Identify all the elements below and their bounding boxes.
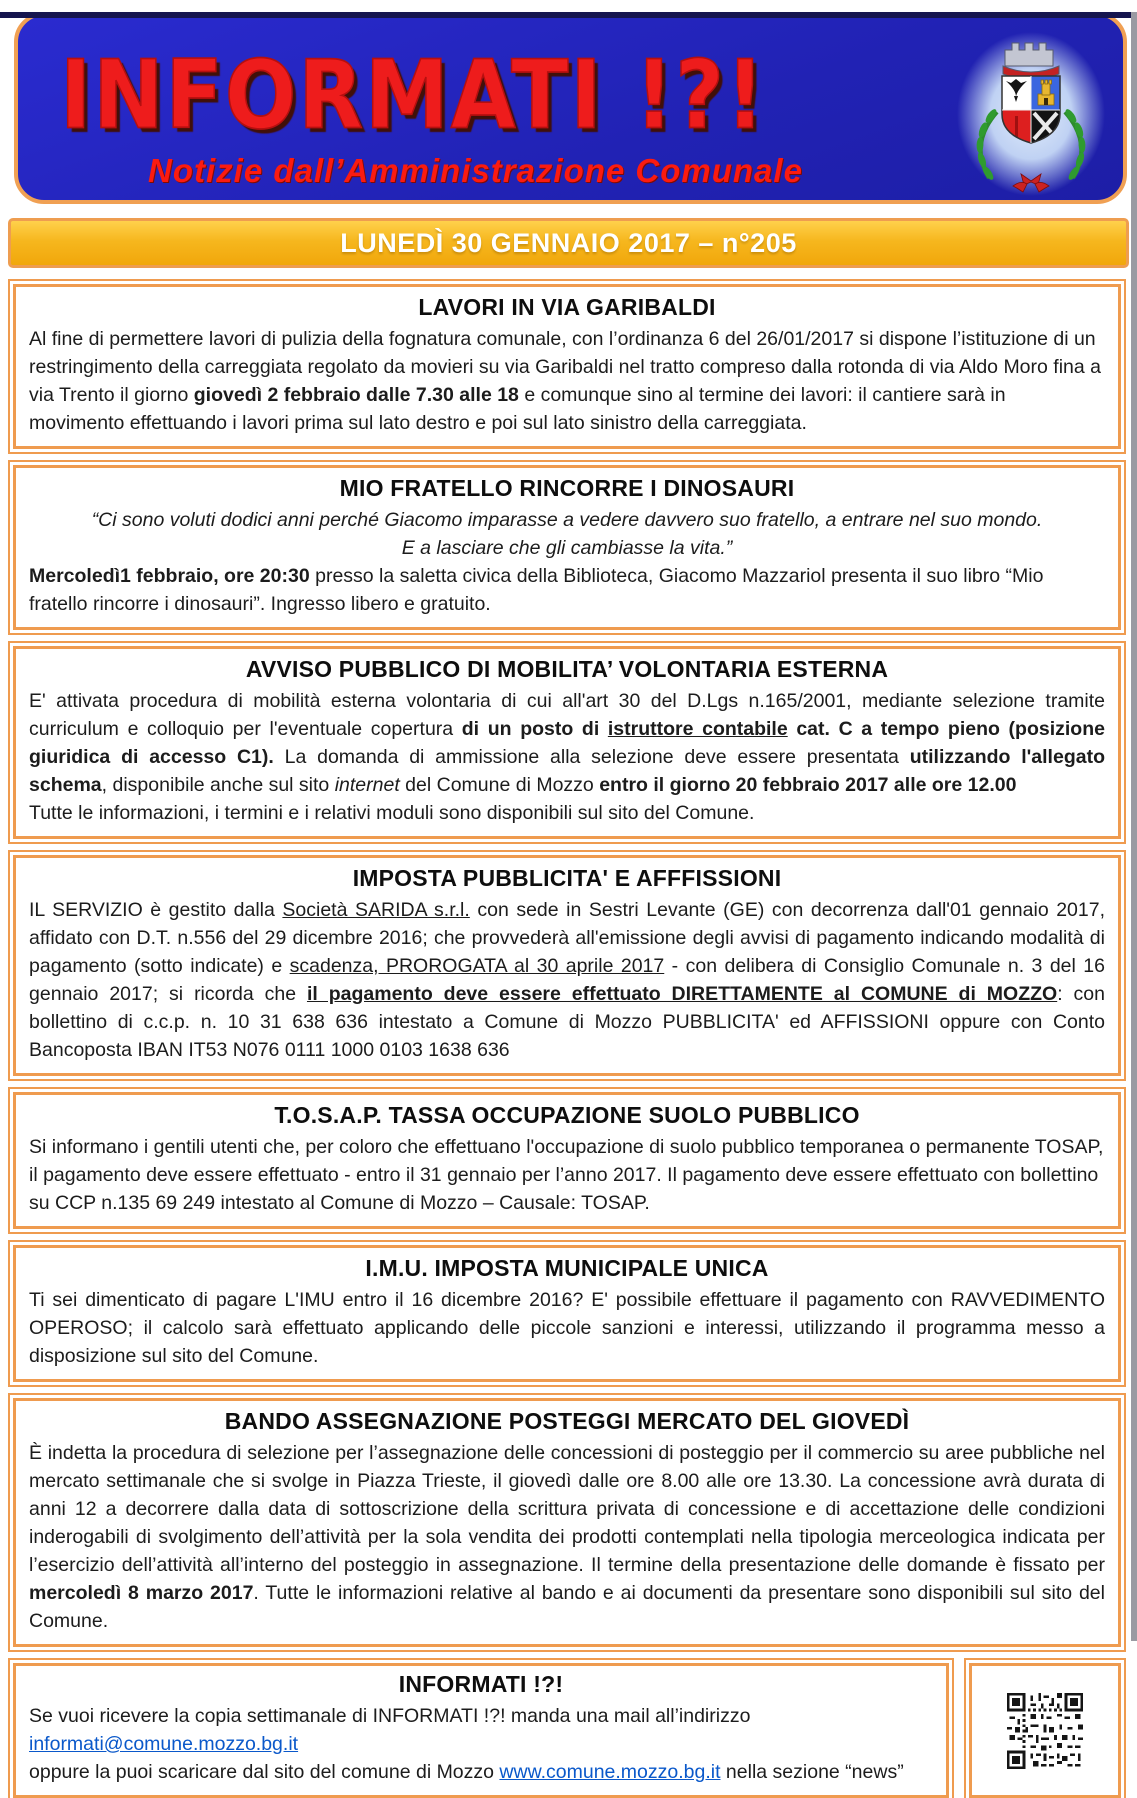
text-run: nella sezione “news”: [720, 1761, 904, 1783]
article-imu-imposta-municipale-unica: [13, 1245, 1121, 1382]
text-run: È indetta la procedura di selezione per l’assegnazione delle concessioni di posteggio per il commercio su aree pubbliche nel mercato settimanale che si svolge in Piazza Trieste, il giovedì dalle ore 8.00 alle ore 13.30. La concessione avrà durata di anni 12 a decorrere dalla data di sottoscrizione della scrittura privata di concessione e di accettazione delle condizioni inderogabili di svolgimento dell’attività per la sola vendita dei prodotti contemplati nella tipologia merceologica indicata per l’esercizio dell’attività all’interno del posteggio in assegnazione. Il termine della presentazione delle domande è fissato per: [29, 1442, 1105, 1576]
text-run: giovedì 2 febbraio dalle 7.30 alle 18: [193, 384, 519, 406]
page-right-edge: [1131, 12, 1137, 1641]
paragraph: [29, 1758, 933, 1786]
newsletter-title: INFORMATI !?!: [60, 40, 767, 150]
article-mio-fratello-rincorre-i-dinosauri: [13, 465, 1121, 630]
articles: [13, 284, 1121, 1647]
text-run: Società SARIDA s.r.l.: [282, 899, 470, 921]
text-run: entro il giorno 20 febbraio 2017 alle ore 12.00: [599, 774, 1017, 796]
text-run: E a lasciare che gli cambiasse la vita.”: [401, 537, 733, 559]
footer-link[interactable]: www.comune.mozzo.bg.it: [499, 1761, 721, 1783]
text-run: con sede in Sestri Levante (GE) con decorrenza dall'01 gennaio 2017, affidato con D.T. n.556 del 29 dicembre 2016; che provvederà all'emissione degli avvisi di pagamento indicando modalità di pagamento (sotto indicate) e: [29, 899, 1105, 977]
paragraph: [29, 896, 1105, 1064]
article-title: BANDO ASSEGNAZIONE POSTEGGI MERCATO DEL GIOVEDÌ: [224, 1408, 910, 1434]
paragraph: [29, 506, 1105, 534]
paragraph: [29, 534, 1105, 562]
text-run: oppure la puoi scaricare dal sito del comune di Mozzo: [29, 1761, 500, 1783]
article-tosap-tassa-occupazione-suolo-pubblico: [13, 1092, 1121, 1229]
footer-text: [29, 1702, 933, 1786]
newsletter-subtitle: Notizie dall’Amministrazione Comunale: [148, 152, 803, 189]
text-run: Se vuoi ricevere la copia settimanale di INFORMATI !?! manda una mail all’indirizzo: [29, 1705, 751, 1727]
masthead: [14, 12, 1127, 204]
article-bando-posteggi-mercato-giovedi: [13, 1398, 1121, 1647]
text-run: istruttore contabile: [607, 718, 788, 740]
paragraph: [29, 799, 1105, 827]
article-title: AVVISO PUBBLICO DI MOBILITA’ VOLONTARIA ESTERNA: [245, 656, 889, 682]
text-run: e comunque sino al termine dei lavori: il cantiere sarà in movimento effettuando i lavori prima sul lato destro e poi sul lato sinistro della carreggiata.: [29, 384, 1006, 434]
article-avviso-mobilita-volontaria-esterna: [13, 646, 1121, 839]
text-run: cat. C a tempo pieno (posizione giuridica di accesso C1).: [29, 718, 1105, 768]
text-run: internet: [334, 774, 400, 796]
text-run: E' attivata procedura di mobilità esterna volontaria di cui all'art 30 del D.Lgs n.165/2001, mediante selezione tramite curriculum e colloquio per l'eventuale copertura: [29, 690, 1105, 740]
footer-subscribe-box: [13, 1663, 949, 1798]
issue-date: LUNEDÌ 30 GENNAIO 2017 – n°205: [340, 227, 797, 258]
text-run: Si informano i gentili utenti che, per coloro che effettuano l'occupazione di suolo pubblico temporanea o permanente TOSAP, il pagamento deve essere effettuato - entro il 31 gennaio per l’anno 2017. Il pagamento deve essere effettuato con bollettino su CCP n.135 69 249 intestato al Comune di Mozzo – Causale: TOSAP.: [29, 1136, 1104, 1214]
footer-row: [13, 1663, 1121, 1798]
paragraph: [29, 687, 1105, 799]
text-run: scadenza, PROROGATA al 30 aprile 2017: [289, 955, 665, 977]
paragraph: [29, 1133, 1105, 1217]
date-banner: [8, 218, 1129, 268]
footer-link[interactable]: informati@comune.mozzo.bg.it: [29, 1733, 299, 1755]
text-run: Ti sei dimenticato di pagare L'IMU entro il 16 dicembre 2016? E' possibile effettuare il pagamento con RAVVEDIMENTO OPEROSO; il calcolo sarà effettuato applicando delle piccole sanzioni e interessi, utilizzando il programma messo a disposizione sul sito del Comune.: [29, 1289, 1105, 1367]
text-run: - con delibera di Consiglio Comunale n. 3 del 16 gennaio 2017; si ricorda che: [29, 955, 1105, 1005]
page-top-edge: [0, 12, 1137, 18]
article-imposta-pubblicita-e-affissioni: [13, 855, 1121, 1076]
paragraph: [29, 562, 1105, 618]
article-title: IMPOSTA PUBBLICITA' E AFFFISSIONI: [352, 865, 782, 891]
text-run: , disponibile anche sul sito: [101, 774, 335, 796]
paragraph: [29, 1702, 933, 1758]
text-run: del Comune di Mozzo: [399, 774, 600, 796]
text-run: Mercoledì1 febbraio, ore 20:30: [29, 565, 310, 587]
footer-title: INFORMATI !?!: [398, 1671, 564, 1697]
text-run: Tutte le informazioni, i termini e i relativi moduli sono disponibili sul sito del Comune.: [29, 802, 755, 824]
article-lavori-via-garibaldi: [13, 284, 1121, 449]
text-run: La domanda di ammissione alla selezione deve essere presentata: [273, 746, 910, 768]
paragraph: [29, 1439, 1105, 1635]
text-run: mercoledì 8 marzo 2017: [29, 1582, 254, 1604]
text-run: di un posto di: [461, 718, 608, 740]
paragraph: [29, 325, 1105, 437]
qr-code-icon: [1007, 1693, 1083, 1769]
text-run: il pagamento deve essere effettuato DIRETTAMENTE al COMUNE di MOZZO: [306, 983, 1058, 1005]
article-title: I.M.U. IMPOSTA MUNICIPALE UNICA: [365, 1255, 769, 1281]
text-run: presso la saletta civica della Biblioteca, Giacomo Mazzariol presenta il suo libro “Mio fratello rincorre i dinosauri”. Ingresso libero e gratuito.: [29, 565, 1044, 615]
text-run: . Tutte le informazioni relative al bando e ai documenti da presentare sono disponibili sul sito del Comune.: [29, 1582, 1105, 1632]
paragraph: [29, 1286, 1105, 1370]
text-run: utilizzando l'allegato schema: [29, 746, 1105, 796]
text-run: “Ci sono voluti dodici anni perché Giacomo imparasse a vedere davvero suo fratello, a entrare nel suo mondo.: [91, 509, 1043, 531]
text-run: IL SERVIZIO è gestito dalla: [29, 899, 283, 921]
article-title: LAVORI IN VIA GARIBALDI: [418, 294, 716, 320]
qr-box: [969, 1663, 1121, 1798]
article-title: MIO FRATELLO RINCORRE I DINOSAURI: [339, 475, 795, 501]
coat-of-arms-icon: [955, 26, 1107, 203]
text-run: Al fine di permettere lavori di pulizia della fognatura comunale, con l’ordinanza 6 del 26/01/2017 si dispone l’istituzione di un restringimento della carreggiata regolato da movieri su via Garibaldi nel tratto compreso dalla rotonda di via Aldo Moro fina a via Trento il giorno: [29, 328, 1101, 406]
article-title: T.O.S.A.P. TASSA OCCUPAZIONE SUOLO PUBBLICO: [274, 1102, 860, 1128]
text-run: : con bollettino di c.c.p. n. 10 31 638 636 intestato a Comune di Mozzo PUBBLICITA' ed AFFISSIONI oppure con Conto Bancoposta IBAN IT53 N076 0111 1000 0103 1638 636: [29, 983, 1105, 1061]
